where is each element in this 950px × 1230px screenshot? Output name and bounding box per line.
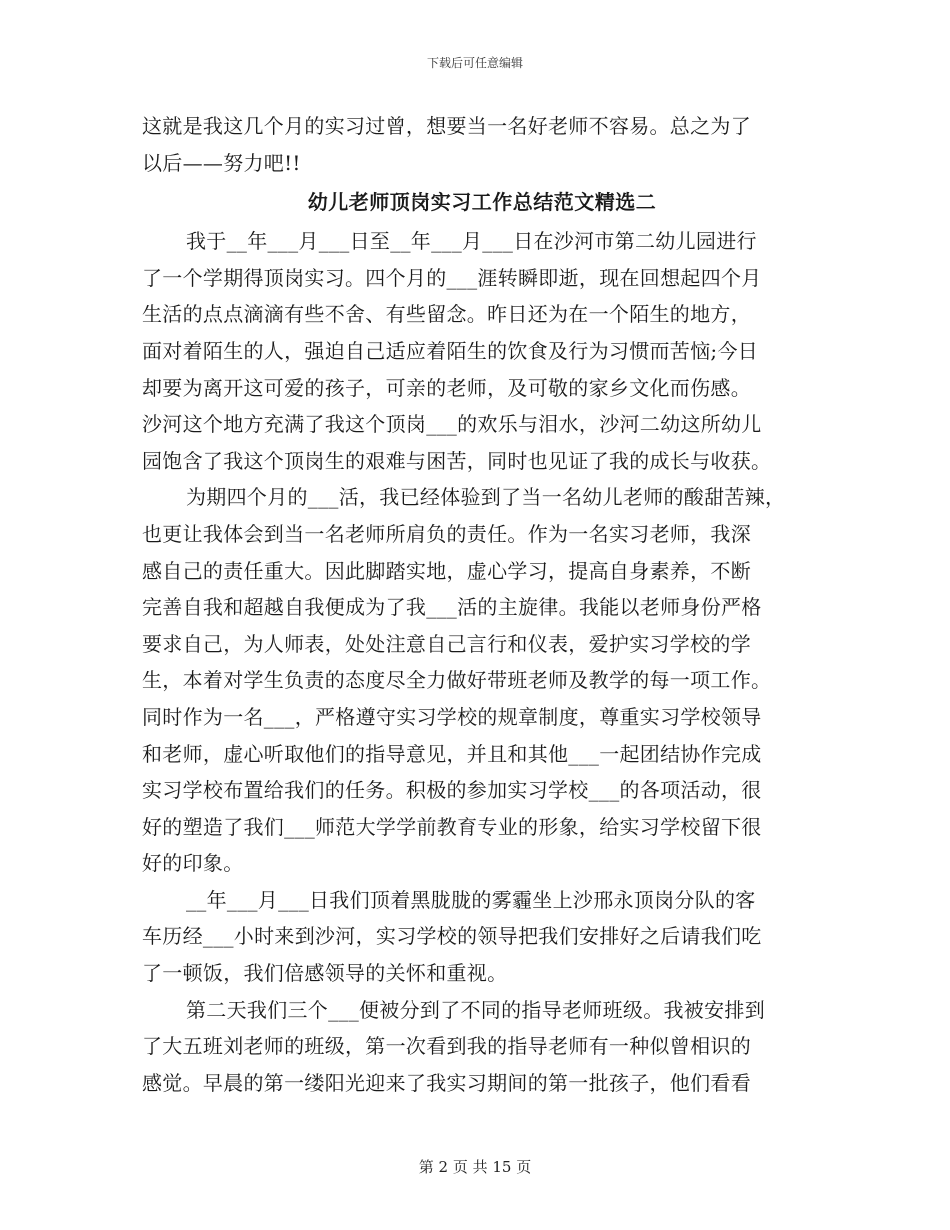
text-line: 也更让我体会到当一名老师所肩负的责任。作为一名实习老师，我深 bbox=[142, 521, 751, 546]
text-line: 感觉。早晨的第一缕阳光迎来了我实习期间的第一批孩子，他们看看 bbox=[142, 1070, 751, 1095]
text-line: 完善自我和超越自我便成为了我___活的主旋律。我能以老师身份严格 bbox=[142, 595, 762, 620]
text-line: 以后——努力吧!! bbox=[142, 150, 301, 175]
text-line: 了一个学期得顶岗实习。四个月的___涯转瞬即逝，现在回想起四个月 bbox=[142, 265, 762, 290]
text-line: 车历经___小时来到沙河，实习学校的领导把我们安排好之后请我们吃 bbox=[142, 924, 762, 949]
text-line: 为期四个月的___活，我已经体验到了当一名幼儿老师的酸甜苦辣， bbox=[186, 485, 786, 510]
text-line: 沙河这个地方充满了我这个顶岗___的欢乐与泪水，沙河二幼这所幼儿 bbox=[142, 412, 762, 437]
text-line: 感自己的责任重大。因此脚踏实地，虚心学习，提高自身素养，不断 bbox=[142, 558, 751, 583]
text-line: 面对着陌生的人，强迫自己适应着陌生的饮食及行为习惯而苦恼;今日 bbox=[142, 338, 759, 363]
text-line: 好的塑造了我们___师范大学学前教育专业的形象，给实习学校留下很 bbox=[142, 814, 762, 839]
text-line: 生，本着对学生负责的态度尽全力做好带班老师及教学的每一项工作。 bbox=[142, 668, 772, 693]
text-line: __年___月___日我们顶着黑胧胧的雾霾坐上沙邢永顶岗分队的客 bbox=[186, 887, 756, 912]
paragraph-4 bbox=[142, 992, 822, 1102]
paragraph-2 bbox=[142, 479, 822, 882]
section-title: 幼儿老师顶岗实习工作总结范文精选二 bbox=[307, 190, 657, 215]
text-line: 生活的点点滴滴有些不舍、有些留念。昨日还为在一个陌生的地方， bbox=[142, 302, 751, 327]
text-line: 这就是我这几个月的实习过曾，想要当一名好老师不容易。总之为了 bbox=[142, 114, 751, 138]
text-line: 好的印象。 bbox=[142, 851, 244, 876]
text-line: 了一顿饭，我们倍感领导的关怀和重视。 bbox=[142, 961, 508, 986]
text-line: 了大五班刘老师的班级，第一次看到我的指导老师有一种似曾相识的 bbox=[142, 1034, 751, 1059]
text-line: 园饱含了我这个顶岗生的艰难与困苦，同时也见证了我的成长与收获。 bbox=[142, 448, 772, 473]
page-number: 第 2 页 共 15 页 bbox=[418, 1158, 532, 1176]
text-line: 要求自己，为人师表，处处注意自己言行和仪表，爱护实习学校的学 bbox=[142, 631, 751, 656]
page-header-note: 下载后可任意编辑 bbox=[426, 56, 523, 70]
paragraph-1 bbox=[142, 223, 822, 479]
text-line: 同时作为一名___，严格遵守实习学校的规章制度，尊重实习学校领导 bbox=[142, 704, 762, 729]
text-line: 和老师，虚心听取他们的指导意见，并且和其他___一起团结协作完成 bbox=[142, 741, 762, 766]
text-line: 实习学校布置给我们的任务。积极的参加实习学校___的各项活动，很 bbox=[142, 778, 762, 803]
paragraph-3 bbox=[142, 882, 822, 992]
text-line: 我于__年___月___日至__年___月___日在沙河市第二幼儿园进行 bbox=[186, 229, 757, 254]
document-body bbox=[142, 108, 822, 1101]
text-line: 第二天我们三个___便被分到了不同的指导老师班级。我被安排到 bbox=[186, 997, 765, 1022]
text-line: 却要为离开这可爱的孩子，可亲的老师，及可敬的家乡文化而伤感。 bbox=[142, 375, 751, 400]
